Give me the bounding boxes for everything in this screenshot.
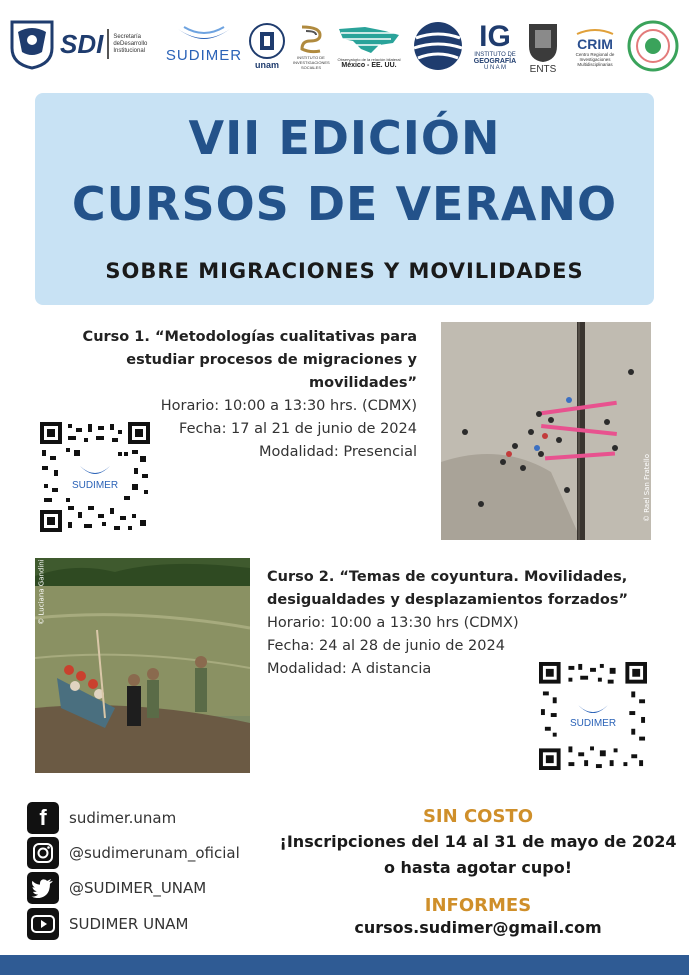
registration-line-2: o hasta agotar cupo! <box>383 858 573 877</box>
cost-heading: SIN COSTO <box>422 806 534 827</box>
course-1-title-line-2: estudiar procesos de migraciones y <box>126 352 417 368</box>
course-2-schedule: Horario: 10:00 a 13:30 hrs (CDMX) <box>267 615 519 631</box>
photo-1-credit: © Rael San Fratello <box>642 453 651 523</box>
contact-email[interactable]: cursos.sudimer@gmail.com <box>354 918 602 937</box>
observatorio-logo: Observatorio de la relación bilateral México - EE. UU. <box>332 18 406 74</box>
registration-line-1: ¡Inscripciones del 14 al 31 de mayo de 2024 <box>279 832 677 851</box>
photo-2-credit: © Luciana Gandini <box>37 559 46 625</box>
facebook-icon: f <box>27 802 59 834</box>
title-edition: VII EDICIÓN <box>188 111 501 165</box>
title-courses: CURSOS DE VERANO <box>71 177 618 231</box>
unam-shield-logo <box>8 18 56 70</box>
twitter-icon <box>27 872 59 904</box>
instagram-icon <box>27 837 59 869</box>
course-2-qr-code[interactable] <box>539 662 647 770</box>
ents-logo: ENTS <box>522 16 564 78</box>
crim-logo: CRIM Centro Regional de Investigaciones Multidisciplinarias <box>568 20 622 74</box>
youtube-icon <box>27 908 59 940</box>
course-2-title-line-2: desigualdades y desplazamientos forzados” <box>267 592 628 608</box>
course-1-qr-code[interactable] <box>40 422 150 532</box>
investigaciones-unam-logo: unam <box>246 18 288 74</box>
department-seal-logo <box>626 18 680 74</box>
course-1-title-line-3: movilidades” <box>309 375 417 391</box>
info-heading: INFORMES <box>424 895 532 916</box>
globe-logo <box>410 20 466 72</box>
course-1-schedule: Horario: 10:00 a 13:30 hrs. (CDMX) <box>160 398 417 414</box>
youtube-link[interactable]: SUDIMER UNAM <box>27 908 189 940</box>
course-1-date: Fecha: 17 al 21 de junio de 2024 <box>179 421 417 437</box>
course-2-title-line-1: Curso 2. “Temas de coyuntura. Movilidades, <box>267 569 628 585</box>
qr-pattern <box>40 422 150 532</box>
river-boat-photo <box>35 558 250 773</box>
border-seesaw-photo <box>441 322 651 540</box>
qr-1-label: SUDIMER <box>71 480 119 491</box>
course-2-date: Fecha: 24 al 28 de junio de 2024 <box>267 638 505 654</box>
iis-logo: INSTITUTO DE INVESTIGACIONES SOCIALES <box>292 18 330 74</box>
facebook-link[interactable]: f sudimer.unam <box>27 802 176 834</box>
instagram-link[interactable]: @sudimerunam_oficial <box>27 837 240 869</box>
qr-pattern <box>539 662 647 770</box>
registration-info <box>278 806 678 937</box>
bottom-bar <box>0 955 689 975</box>
qr-2-label: SUDIMER <box>569 718 617 729</box>
ig-logo: IG INSTITUTO DE GEOGRAFÍA U N A M <box>473 19 517 71</box>
subtitle: SOBRE MIGRACIONES Y MOVILIDADES <box>105 259 584 283</box>
course-1-mode: Modalidad: Presencial <box>259 444 417 460</box>
logo-strip <box>0 0 689 84</box>
title-banner <box>35 93 654 305</box>
twitter-link[interactable]: @SUDIMER_UNAM <box>27 872 206 904</box>
sudimer-logo: SUDIMER <box>166 20 242 68</box>
course-1-title-line-1: Curso 1. “Metodologías cualitativas para <box>82 329 417 345</box>
course-2-mode: Modalidad: A distancia <box>267 661 432 677</box>
sdi-logo: SDI Secretaría deDesarrollo Institucional <box>60 28 148 59</box>
